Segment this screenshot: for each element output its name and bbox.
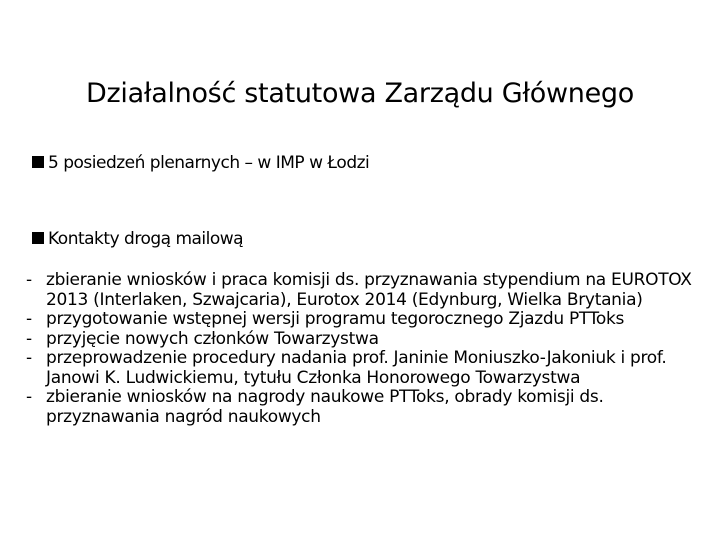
list-item-text: przeprowadzenie procedury nadania prof. Janinie Moniuszko-Jakoniuk i prof. Janowi K. Ludwickiemu, tytułu Członka Honorowego Towarzystwa — [46, 348, 667, 388]
dash-marker: - — [26, 328, 32, 349]
dash-marker: - — [26, 348, 32, 368]
list-item — [26, 310, 716, 330]
list-item-text: zbieranie wniosków na nagrody naukowe PTToks, obrady komisji ds. przyznawania nagród naukowych — [46, 387, 604, 427]
list-item-text: zbieranie wniosków i praca komisji ds. przyznawania stypendium na EUROTOX 2013 (Interlaken, Szwajcaria), Eurotox 2014 (Edynburg, Wielka Brytania) — [46, 270, 692, 310]
list-item-text: przyjęcie nowych członków Towarzystwa — [46, 328, 379, 349]
square-bullet-icon — [32, 156, 44, 168]
dash-marker: - — [26, 270, 32, 290]
dash-list — [26, 271, 716, 427]
list-item — [26, 349, 716, 388]
square-bullet-icon — [32, 232, 44, 244]
dash-marker: - — [26, 387, 32, 407]
list-item — [26, 330, 716, 350]
bullet-text: Kontakty drogą mailową — [48, 229, 244, 249]
list-item — [26, 271, 716, 310]
slide-title: Działalność statutowa Zarządu Głównego — [86, 78, 634, 109]
list-item — [26, 388, 716, 427]
dash-marker: - — [26, 309, 32, 329]
bullet-text: 5 posiedzeń plenarnych – w IMP w Łodzi — [48, 153, 370, 173]
list-item-text: przygotowanie wstępnej wersji programu tegorocznego Zjazdu PTToks — [46, 309, 625, 329]
